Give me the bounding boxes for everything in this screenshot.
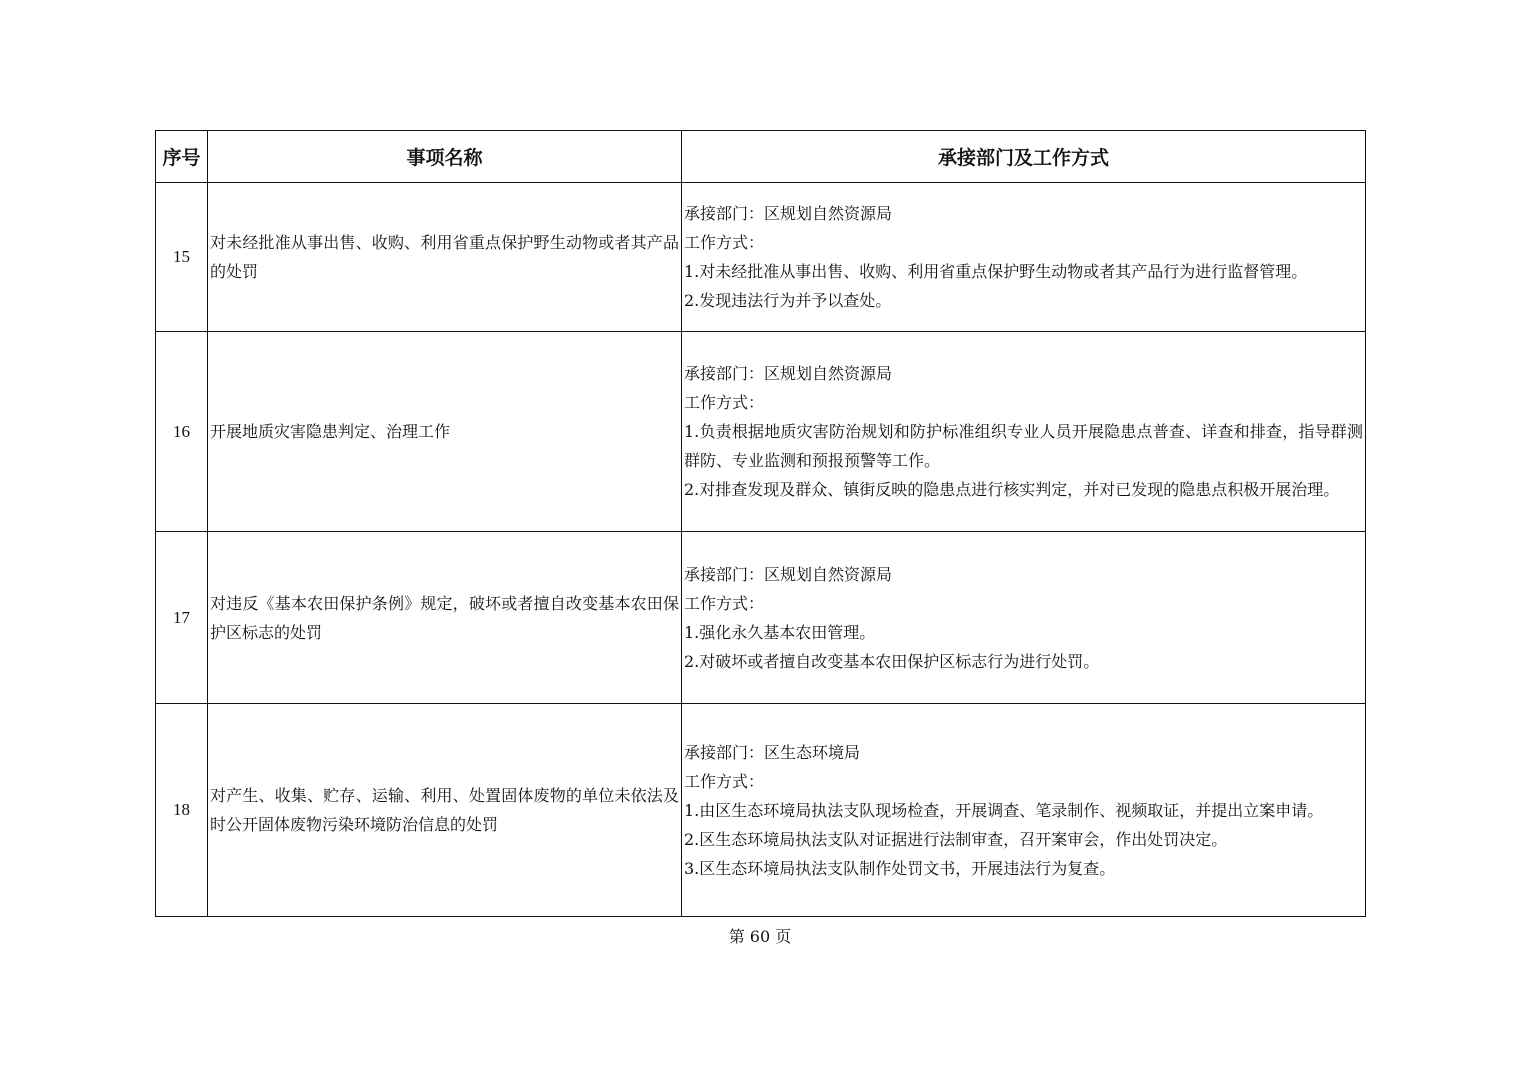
matter-name: 对未经批准从事出售、收购、利用省重点保护野生动物或者其产品的处罚 (208, 183, 682, 332)
dept-line: 承接部门：区规划自然资源局 (684, 364, 893, 383)
department-method (682, 332, 1366, 532)
dept-line: 1.强化永久基本农田管理。 (684, 622, 876, 642)
dept-line: 1.对未经批准从事出售、收购、利用省重点保护野生动物或者其产品行为进行监督管理。 (684, 262, 1308, 281)
dept-line: 2.对破坏或者擅自改变基本农田保护区标志行为进行处罚。 (684, 651, 1100, 671)
dept-line: 2.发现违法行为并予以查处。 (684, 291, 892, 310)
table-row (156, 183, 1366, 332)
row-number: 15 (156, 183, 208, 332)
table-row (156, 332, 1366, 532)
department-method (682, 704, 1366, 917)
dept-line: 1.负责根据地质灾害防治规划和防护标准组织专业人员开展隐患点普查、详查和排查，指导群测群防、专业监测和预报预警等工作。 (684, 422, 1363, 470)
header-department-method: 承接部门及工作方式 (682, 131, 1366, 183)
department-method (682, 532, 1366, 704)
header-matter-name: 事项名称 (208, 131, 682, 183)
dept-line: 承接部门：区规划自然资源局 (684, 204, 893, 223)
dept-line: 工作方式： (684, 593, 765, 613)
dept-line: 承接部门：区生态环境局 (684, 742, 861, 762)
table-header-row (156, 131, 1366, 183)
dept-line: 工作方式： (684, 233, 765, 252)
dept-line: 1.由区生态环境局执法支队现场检查，开展调查、笔录制作、视频取证，并提出立案申请。 (684, 800, 1324, 820)
dept-line: 2.对排查发现及群众、镇街反映的隐患点进行核实判定，并对已发现的隐患点积极开展治理。 (684, 480, 1340, 499)
header-number: 序号 (156, 131, 208, 183)
dept-line: 3.区生态环境局执法支队制作处罚文书，开展违法行为复查。 (684, 858, 1116, 878)
row-number: 16 (156, 332, 208, 532)
dept-line: 承接部门：区规划自然资源局 (684, 564, 893, 584)
dept-line: 工作方式： (684, 771, 765, 791)
dept-line: 工作方式： (684, 393, 765, 412)
matter-name: 对产生、收集、贮存、运输、利用、处置固体废物的单位未依法及时公开固体废物污染环境防治信息的处罚 (208, 704, 682, 917)
dept-line: 2.区生态环境局执法支队对证据进行法制审查，召开案审会，作出处罚决定。 (684, 829, 1228, 849)
matters-table (155, 130, 1366, 917)
row-number: 17 (156, 532, 208, 704)
department-method (682, 183, 1366, 332)
row-number: 18 (156, 704, 208, 917)
matter-name: 开展地质灾害隐患判定、治理工作 (208, 332, 682, 532)
page-number: 第 60 页 (728, 927, 792, 946)
matter-name: 对违反《基本农田保护条例》规定，破坏或者擅自改变基本农田保护区标志的处罚 (208, 532, 682, 704)
table-row (156, 532, 1366, 704)
table-row (156, 704, 1366, 917)
